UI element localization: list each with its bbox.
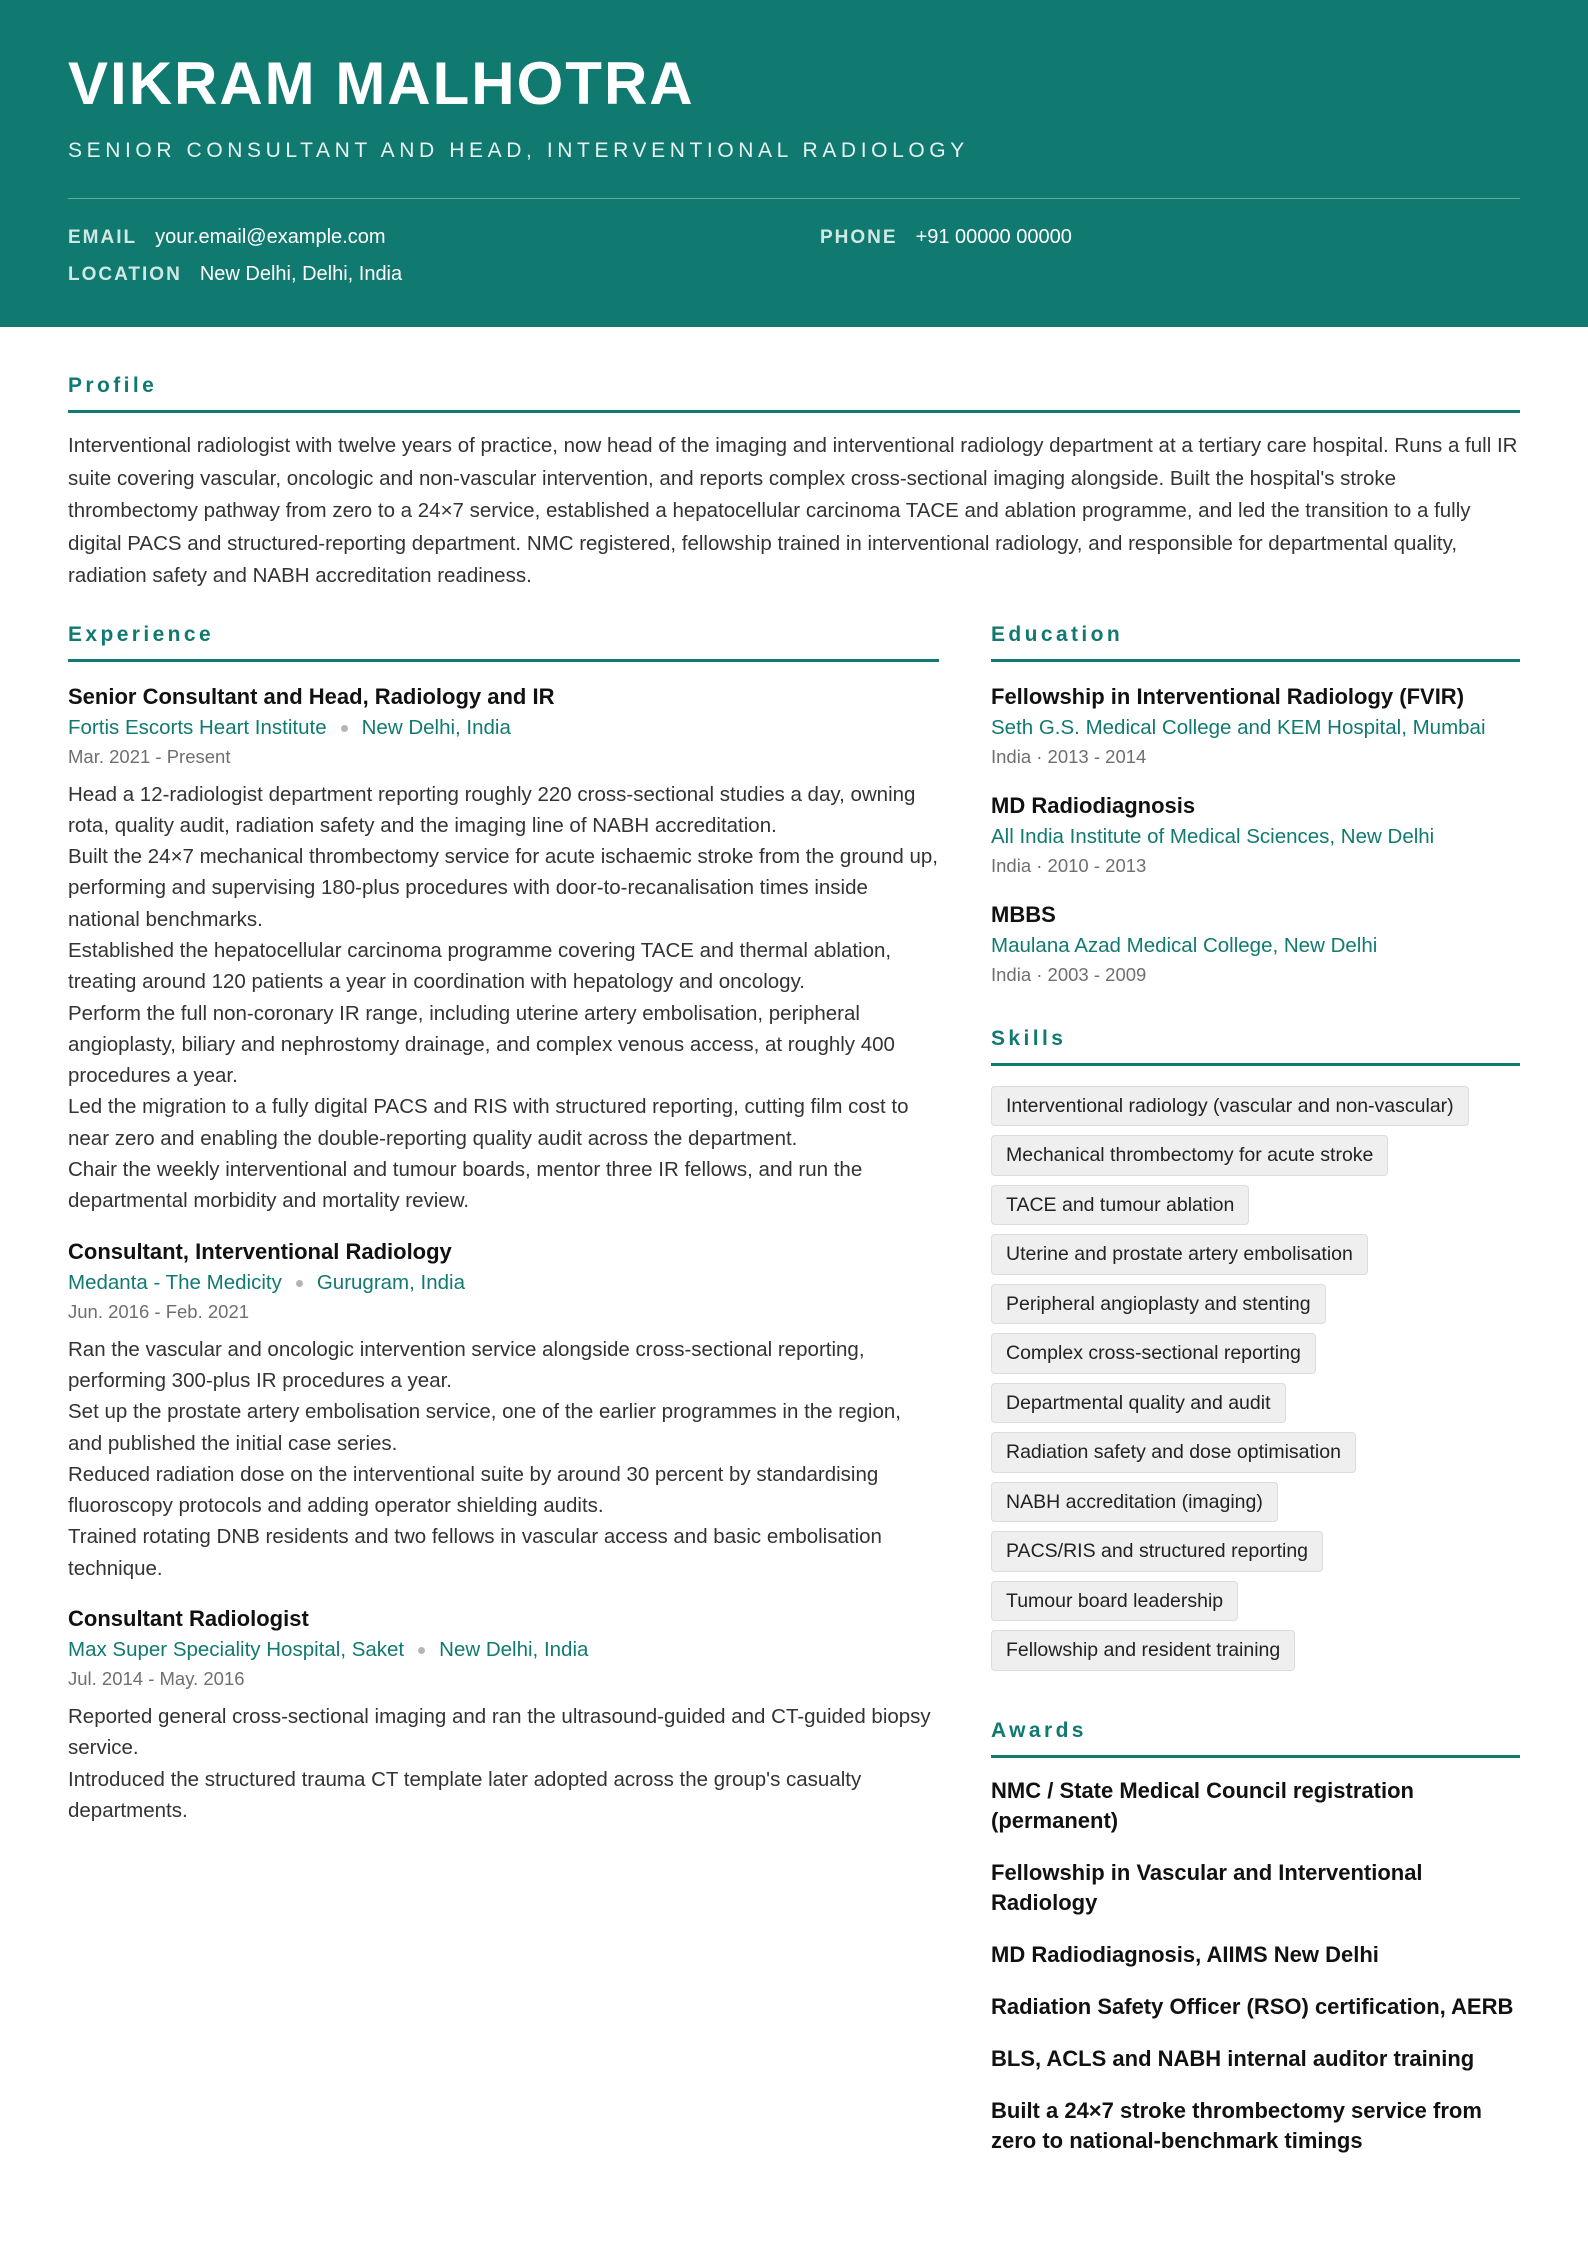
job-title: Consultant, Interventional Radiology <box>68 1238 452 1264</box>
awards-section <box>991 1719 1520 2156</box>
contact-email <box>68 225 820 250</box>
contact-phone <box>820 225 1520 250</box>
skill-tag: Fellowship and resident training <box>991 1630 1295 1671</box>
separator-dot <box>296 1280 303 1287</box>
education-meta: India · 2013 - 2014 <box>991 745 1147 767</box>
contact-label: EMAIL <box>68 227 138 248</box>
job-bullet: Chair the weekly interventional and tumour boards, mentor three IR fellows, and run the departmental morbidity and mortality review. <box>68 1158 863 1213</box>
profile-summary: Interventional radiologist with twelve years of practice, now head of the imaging and interventional radiology department at a tertiary care hospital. Runs a full IR suite covering vascular, oncologic and non-vascular intervention, and reports complex cross-sectional imaging alongside. Built the hospital's stroke thrombectomy pathway from zero to a 24×7 service, established a hepatocellular carcinoma TACE and ablation programme, and led the transition to a fully digital PACS and structured-reporting department. NMC registered, fellowship trained in interventional radiology, and responsible for departmental quality, radiation safety and NABH accreditation readiness. <box>68 434 1518 587</box>
job-bullets <box>68 1334 939 1584</box>
job-bullets <box>68 1701 939 1826</box>
award-item: Radiation Safety Officer (RSO) certification, AERB <box>991 1993 1514 2019</box>
header-divider <box>68 198 1520 199</box>
experience-entry <box>68 1604 939 1826</box>
job-location: New Delhi, India <box>361 715 511 739</box>
job-bullet: Reported general cross-sectional imaging and ran the ultrasound-guided and CT-guided biopsy service. <box>68 1705 931 1760</box>
job-location: Gurugram, India <box>316 1270 465 1294</box>
school-name: Seth G.S. Medical College and KEM Hospital, Mumbai <box>991 715 1486 739</box>
job-bullet: Led the migration to a fully digital PACS and RIS with structured reporting, cutting film cost to near zero and enabling the double-reporting quality audit across the department. <box>68 1095 909 1150</box>
skill-tag: Departmental quality and audit <box>991 1383 1286 1424</box>
experience-list <box>68 682 939 1827</box>
job-bullet: Reduced radiation dose on the interventional suite by around 30 percent by standardising fluoroscopy protocols and adding operator shielding audits. <box>68 1462 879 1518</box>
contact-info <box>68 225 1520 287</box>
job-bullet: Head a 12-radiologist department reporting roughly 220 cross-sectional studies a day, owning rota, quality audit, radiation safety and the imaging line of NABH accreditation. <box>68 782 916 837</box>
employer-name: Max Super Speciality Hospital, Saket <box>68 1638 405 1662</box>
job-employer-line <box>68 712 939 743</box>
education-meta: India · 2010 - 2013 <box>991 854 1147 876</box>
phone-value[interactable]: +91 00000 00000 <box>915 226 1072 248</box>
contact-location <box>68 262 820 287</box>
profile-section <box>68 374 1520 593</box>
skill-tag: TACE and tumour ablation <box>991 1185 1249 1226</box>
skill-tag: Complex cross-sectional reporting <box>991 1333 1316 1374</box>
award-item: Fellowship in Vascular and Interventional Radiology <box>991 1859 1423 1915</box>
job-bullet: Ran the vascular and oncologic intervention service alongside cross-sectional reporting, performing 300-plus IR procedures a year. <box>68 1337 865 1392</box>
right-column <box>991 623 1520 2156</box>
education-entry <box>991 791 1520 880</box>
email-value[interactable]: your.email@example.com <box>155 226 386 248</box>
job-employer-line <box>68 1267 939 1298</box>
job-dates: Jun. 2016 - Feb. 2021 <box>68 1300 250 1322</box>
job-bullet: Established the hepatocellular carcinoma programme covering TACE and thermal ablation, treating around 120 patients a year in coordination with hepatology and oncology. <box>68 938 892 994</box>
two-column-layout <box>68 623 1520 2156</box>
award-item: Built a 24×7 stroke thrombectomy service from zero to national-benchmark timings <box>991 2097 1482 2153</box>
contact-label: LOCATION <box>68 264 182 285</box>
job-dates: Mar. 2021 - Present <box>68 745 231 767</box>
left-column <box>68 623 939 2156</box>
separator-dot <box>418 1647 425 1654</box>
job-bullet: Introduced the structured trauma CT template later adopted across the group's casualty departments. <box>68 1767 862 1822</box>
skills-section <box>991 1027 1520 1671</box>
skills-list <box>991 1086 1520 1671</box>
school-name: All India Institute of Medical Sciences, New Delhi <box>991 824 1435 848</box>
degree-name: MBBS <box>991 901 1056 927</box>
experience-entry <box>68 682 939 1217</box>
education-list <box>991 682 1520 989</box>
job-bullet: Trained rotating DNB residents and two fellows in vascular access and basic embolisation technique. <box>68 1525 882 1580</box>
job-employer-line <box>68 1634 939 1665</box>
education-entry <box>991 900 1520 989</box>
skill-tag: Interventional radiology (vascular and non-vascular) <box>991 1086 1469 1127</box>
award-item: NMC / State Medical Council registration (permanent) <box>991 1777 1414 1833</box>
award-item: MD Radiodiagnosis, AIIMS New Delhi <box>991 1941 1379 1967</box>
job-bullet: Set up the prostate artery embolisation service, one of the earlier programmes in the region, and published the initial case series. <box>68 1400 901 1455</box>
skill-tag: Mechanical thrombectomy for acute stroke <box>991 1135 1388 1176</box>
job-title: Consultant Radiologist <box>68 1606 309 1632</box>
award-item: BLS, ACLS and NABH internal auditor training <box>991 2045 1475 2071</box>
education-entry <box>991 682 1520 771</box>
awards-list <box>991 1776 1520 2156</box>
degree-name: Fellowship in Interventional Radiology (FVIR) <box>991 683 1465 709</box>
resume-body <box>0 374 1588 2156</box>
school-name: Maulana Azad Medical College, New Delhi <box>991 933 1378 957</box>
job-bullets <box>68 779 939 1217</box>
section-heading: Education <box>991 623 1520 662</box>
skill-tag: Radiation safety and dose optimisation <box>991 1432 1356 1473</box>
section-heading: Awards <box>991 1719 1520 1758</box>
separator-dot <box>341 725 348 732</box>
degree-name: MD Radiodiagnosis <box>991 792 1196 818</box>
skill-tag: Tumour board leadership <box>991 1581 1238 1622</box>
contact-label: PHONE <box>820 227 898 248</box>
skill-tag: Uterine and prostate artery embolisation <box>991 1234 1368 1275</box>
job-bullet: Perform the full non-coronary IR range, including uterine artery embolisation, peripheral angioplasty, biliary and nephrostomy drainage, and complex venous access, at roughly 400 procedures a year. <box>68 1001 895 1088</box>
candidate-name: VIKRAM MALHOTRA <box>68 50 695 117</box>
job-title: Senior Consultant and Head, Radiology and IR <box>68 683 555 709</box>
section-heading: Experience <box>68 623 939 662</box>
education-meta: India · 2003 - 2009 <box>991 963 1147 985</box>
experience-entry <box>68 1237 939 1584</box>
job-dates: Jul. 2014 - May. 2016 <box>68 1668 245 1690</box>
employer-name: Fortis Escorts Heart Institute <box>68 715 327 739</box>
employer-name: Medanta - The Medicity <box>68 1270 282 1294</box>
skill-tag: Peripheral angioplasty and stenting <box>991 1284 1326 1325</box>
skill-tag: NABH accreditation (imaging) <box>991 1482 1278 1523</box>
job-bullet: Built the 24×7 mechanical thrombectomy service for acute ischaemic stroke from the ground up, performing and supervising 180-plus procedures with door-to-recanalisation times inside national benchmarks. <box>68 845 938 931</box>
job-location: New Delhi, India <box>439 1638 589 1662</box>
location-value: New Delhi, Delhi, India <box>199 263 403 285</box>
resume-header <box>0 0 1588 327</box>
section-heading: Skills <box>991 1027 1520 1066</box>
skill-tag: PACS/RIS and structured reporting <box>991 1531 1323 1572</box>
candidate-title: SENIOR CONSULTANT AND HEAD, INTERVENTIONAL RADIOLOGY <box>68 139 969 162</box>
section-heading: Profile <box>68 374 1520 413</box>
